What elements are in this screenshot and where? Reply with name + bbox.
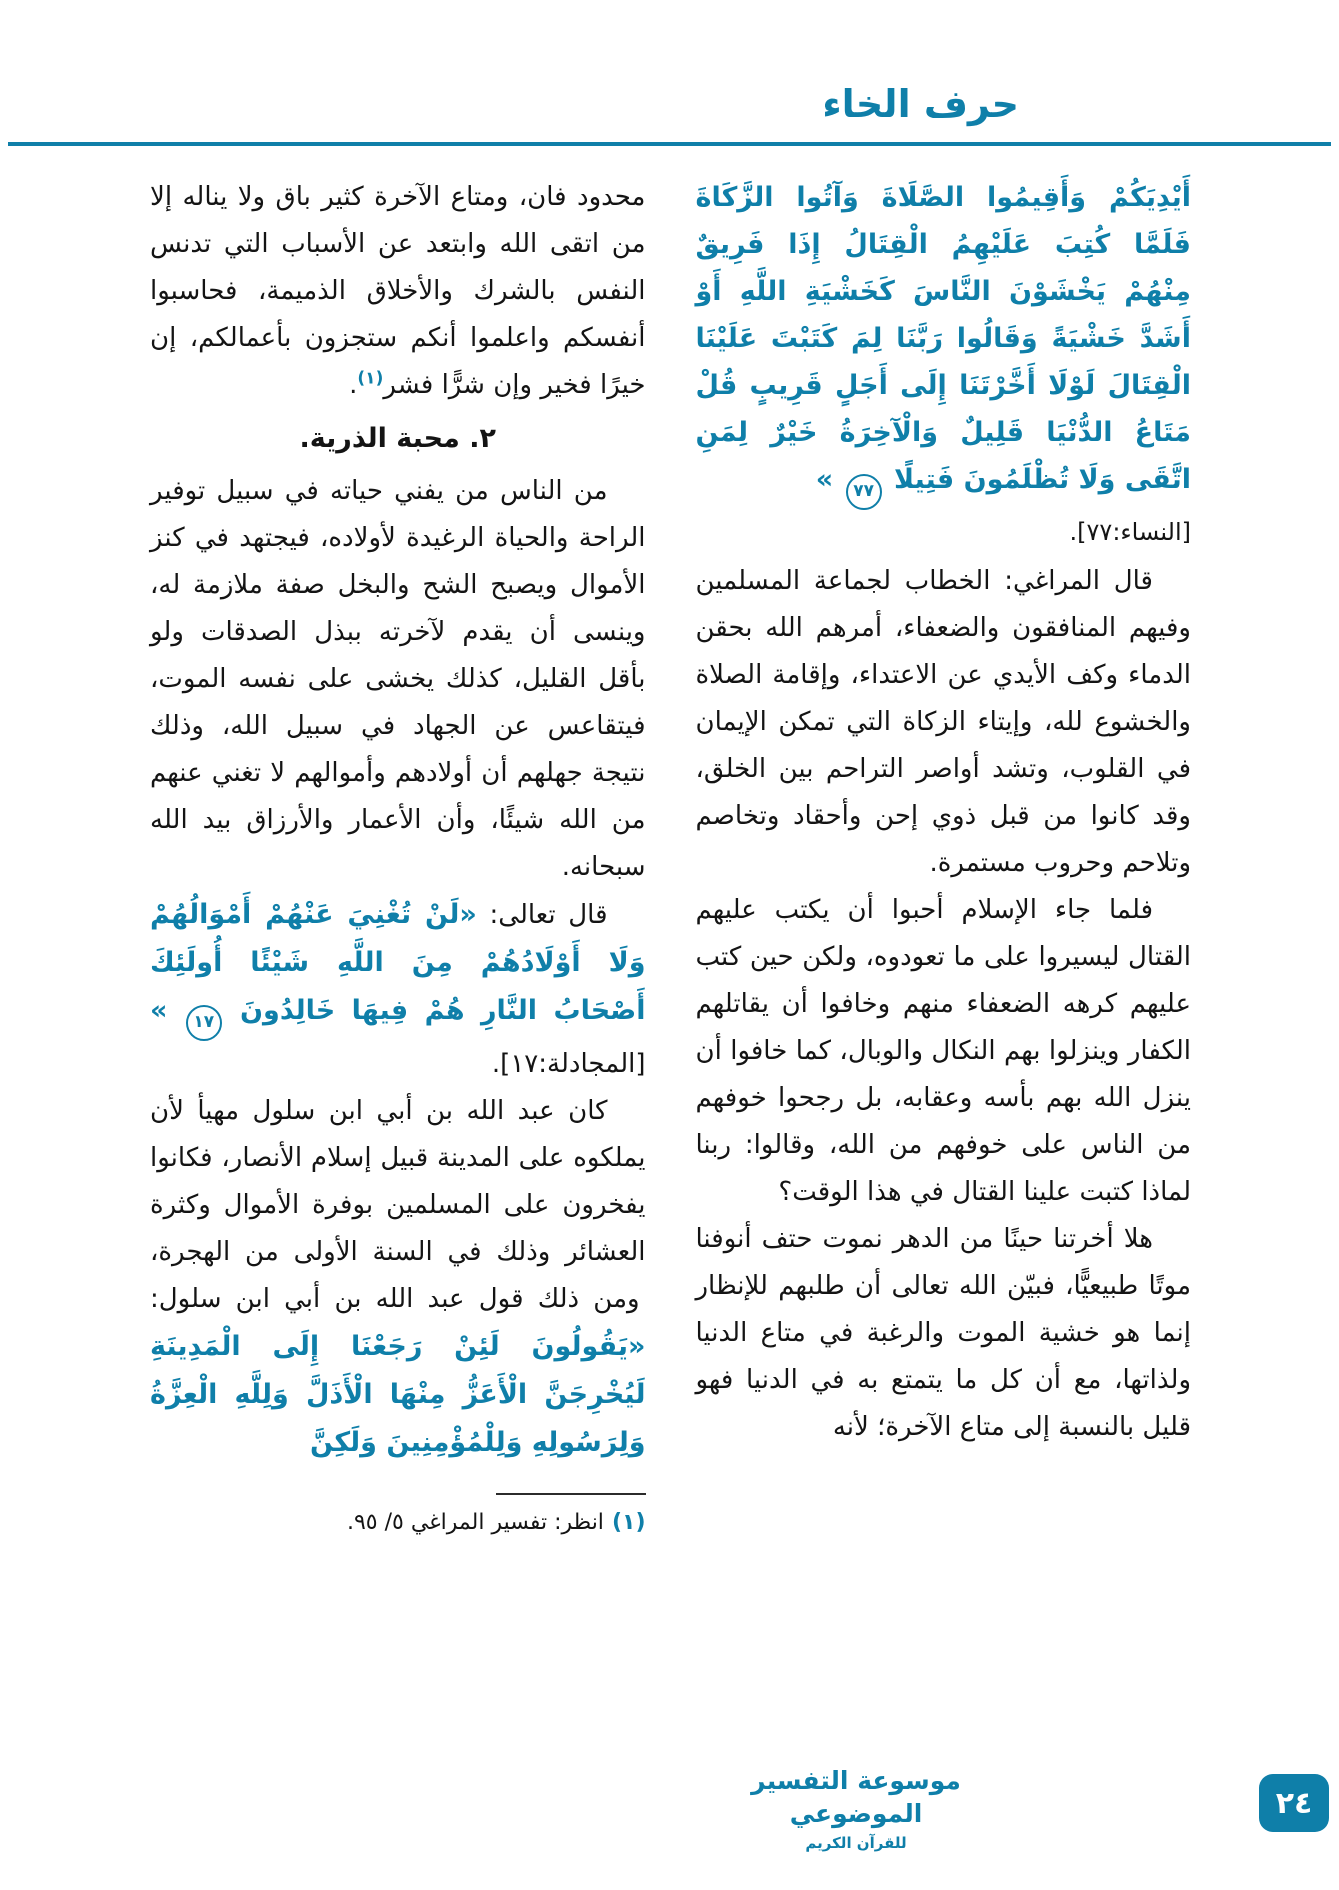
column-right: [696, 174, 1192, 1451]
footnote-marker: (١): [611, 1509, 646, 1535]
paragraph: فلما جاء الإسلام أحبوا أن يكتب عليهم القتال ليسيروا على ما تعودوه، ولكن حين كتب عليهم كرهه الضعفاء منهم وخافوا أن يقاتلهم الكفار وينزلوا بهم النكال والوبال، كما خافوا أن ينزل الله بهم بأسه وعقابه، بل رجحوا خوفهم من الناس على خوفهم من الله، وقالوا: ربنا لماذا كتبت علينا القتال في هذا الوقت؟: [695, 894, 1191, 1207]
sentence-period: .: [349, 369, 358, 400]
paragraph-maraghi-commentary: قال المراغي: الخطاب لجماعة المسلمين وفيهم المنافقون والضعفاء، أمرهم الله بحقن الدماء وكف الأيدي عن الاعتداء، وإقامة الصلاة والخشوع لله، وإيتاء الزكاة التي تمكن الإيمان في القلوب، وتشد أواصر التراحم بين الخلق، وقد كانوا من قبل ذوي إحن وأحقاد وتخاصم وتلاحم وحروب مستمرة.: [695, 565, 1191, 878]
quran-closing-ornament: »: [815, 463, 834, 495]
paragraph-with-verse: [150, 891, 646, 1088]
paragraph: هلا أخرتنا حينًا من الدهر نموت حتف أنوفنا موتًا طبيعيًّا، فبيّن الله تعالى أن طلبهم للإنظار إنما هو خشية الموت والرغبة في متاع الدنيا ولذاتها، مع أن كل ما يتمتع به في الدنيا فهو قليل بالنسبة إلى متاع الآخرة؛ لأنه: [695, 1223, 1191, 1442]
footnote-text: انظر: تفسير المراغي ٥/ ٩٥.: [346, 1509, 604, 1535]
quran-verse-text: «يَقُولُونَ لَئِنْ رَجَعْنَا إِلَى الْمَدِينَةِ لَيُخْرِجَنَّ الْأَعَزُّ مِنْهَا الْأَذَلَّ وَلِلَّهِ الْعِزَّةُ وَلِرَسُولِهِ وَلِلْمُؤْمِنِينَ وَلَكِنَّ: [150, 1330, 646, 1458]
verse-reference: [النساء:٧٧].: [1069, 517, 1191, 546]
publisher-logo: [751, 1765, 961, 1852]
quran-verse-text: أَيْدِيَكُمْ وَأَقِيمُوا الصَّلَاةَ وَآتُوا الزَّكَاةَ فَلَمَّا كُتِبَ عَلَيْهِمُ الْقِتَالُ إِذَا فَرِيقٌ مِنْهُمْ يَخْشَوْنَ النَّاسَ كَخَشْيَةِ اللَّهِ أَوْ أَشَدَّ خَشْيَةً وَقَالُوا رَبَّنَا لِمَ كَتَبْتَ عَلَيْنَا الْقِتَالَ لَوْلَا أَخَّرْتَنَا إِلَى أَجَلٍ قَرِيبٍ قُلْ مَتَاعُ الدُّنْيَا قَلِيلٌ وَالْآخِرَةُ خَيْرٌ لِمَنِ اتَّقَى وَلَا تُظْلَمُونَ فَتِيلًا: [695, 181, 1191, 495]
footnote-separator: [496, 1493, 646, 1495]
logo-title: موسوعة التفسير الموضوعي: [751, 1766, 961, 1828]
footnote-reference-marker: (١): [357, 368, 384, 389]
logo-subtitle: للقرآن الكريم: [805, 1834, 907, 1852]
paragraph-continuation: [150, 174, 646, 409]
subsection-heading: ٢. محبة الذرية.: [299, 422, 496, 454]
paragraph-text: محدود فان، ومتاع الآخرة كثير باق ولا يناله إلا من اتقى الله وابتعد عن الأسباب التي تدنس النفس بالشرك والأخلاق الذميمة، فحاسبوا أنفسكم واعلموا أنكم ستجزون بأعمالكم، إن خيرًا فخير وإن شرًّا فشر: [150, 181, 646, 400]
paragraph: من الناس من يفني حياته في سبيل توفير الراحة والحياة الرغيدة لأولاده، فيجتهد في كنز الأموال ويصبح الشح والبخل صفة ملازمة له، وينسى أن يقدم لآخرته ببذل الصدقات ولو بأقل القليل، كذلك يخشى على نفسه الموت، فيتقاعس عن الجهاد في سبيل الله، وذلك نتيجة جهلهم أن أولادهم وأموالهم لا تغني عنهم من الله شيئًا، وأن الأعمار والأرزاق بيد الله سبحانه.: [150, 475, 646, 882]
page-content: [0, 146, 1339, 1541]
paragraph-text: كان عبد الله بن أبي ابن سلول مهيأ لأن يملكوه على المدينة قبيل إسلام الأنصار، فكانوا يفخرون على المسلمين بوفرة الأموال وكثرة العشائر وذلك في السنة الأولى من الهجرة، ومن ذلك قول عبد الله بن أبي ابن سلول:: [150, 1095, 646, 1314]
ayah-number-medallion: ٧٧: [846, 474, 882, 510]
page-number-badge: ٢٤: [1259, 1774, 1329, 1832]
paragraph-with-verse: [150, 1088, 646, 1467]
quran-verse-text: «لَنْ تُغْنِيَ عَنْهُمْ أَمْوَالُهُمْ وَلَا أَوْلَادُهُمْ مِنَ اللَّهِ شَيْئًا أُولَئِكَ أَصْحَابُ النَّارِ هُمْ فِيهَا خَالِدُونَ: [150, 898, 646, 1026]
page-header: [0, 0, 1339, 126]
ayah-number-medallion: ١٧: [186, 1005, 222, 1041]
quran-verse-block: [696, 174, 1192, 510]
verse-reference: [المجادلة:١٧].: [491, 1048, 646, 1079]
verse-lead: قال تعالى:: [476, 899, 608, 930]
column-left: [150, 174, 646, 1541]
section-title: حرف الخاء: [822, 82, 1019, 126]
footnote: [150, 1505, 646, 1541]
quran-closing-ornament: »: [150, 994, 168, 1026]
